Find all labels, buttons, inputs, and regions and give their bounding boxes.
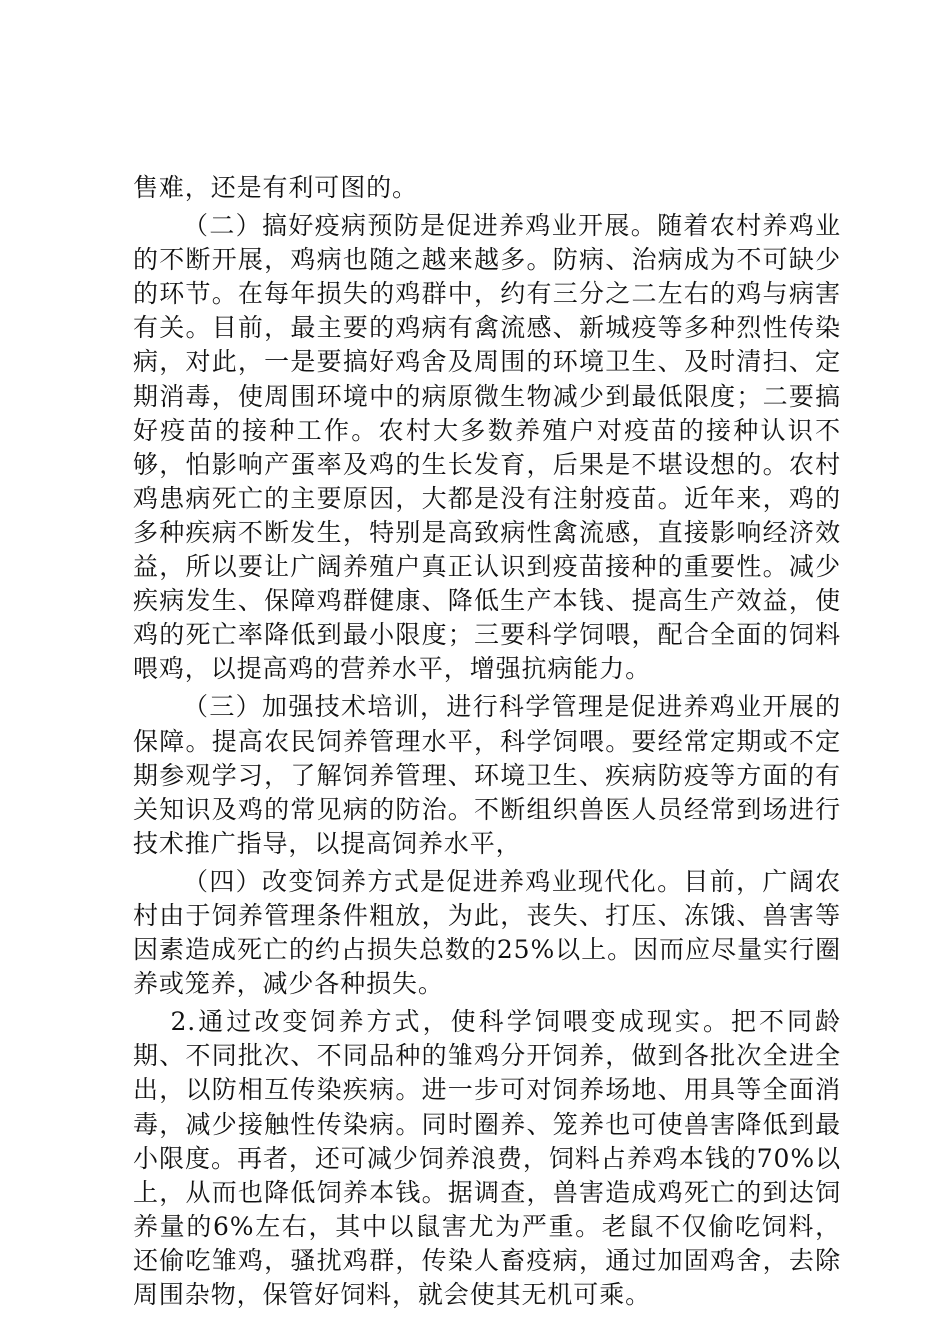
document-body xyxy=(133,171,841,1316)
paragraph-disease-prevention: （二）搞好疫病预防是促进养鸡业开展。随着农村养鸡业的不断开展，鸡病也随之越来越多。防病、治病成为不可缺少的环节。在每年损失的鸡群中，约有三分之二左右的鸡与病害有关。目前，最主要的鸡病有禽流感、新城疫等多种烈性传染病，对此，一是要搞好鸡舍及周围的环境卫生、及时清扫、定期消毒，使周围环境中的病原微生物减少到最低限度；二要搞好疫苗的接种工作。农村大多数养殖户对疫苗的接种认识不够，怕影响产蛋率及鸡的生长发育，后果是不堪设想的。农村鸡患病死亡的主要原因，大都是没有注射疫苗。近年来，鸡的多种疾病不断发生，特别是高致病性禽流感，直接影响经济效益，所以要让广阔养殖户真正认识到疫苗接种的重要性。减少疾病发生、保障鸡群健康、降低生产本钱、提高生产效益，使鸡的死亡率降低到最小限度；三要科学饲喂，配合全面的饲料喂鸡，以提高鸡的营养水平，增强抗病能力。 xyxy=(133,211,841,684)
paragraph-feeding-method: （四）改变饲养方式是促进养鸡业现代化。目前，广阔农村由于饲养管理条件粗放，为此，丧失、打压、冻饿、兽害等因素造成死亡的约占损失总数的25%以上。因而应尽量实行圈养或笼养，减少各种损失。 xyxy=(133,866,841,999)
paragraph-numbered-2: 2.通过改变饲养方式，使科学饲喂变成现实。把不同龄期、不同批次、不同品种的雏鸡分开饲养，做到各批次全进全出，以防相互传染疾病。进一步可对饲养场地、用具等全面消毒，减少接触性传染病。同时圈养、笼养也可使兽害降低到最小限度。再者，还可减少饲养浪费，饲料占养鸡本钱的70%以上，从而也降低饲养本钱。据调查，兽害造成鸡死亡的到达饲养量的6%左右，其中以鼠害尤为严重。老鼠不仅偷吃饲料，还偷吃雏鸡，骚扰鸡群，传染人畜疫病，通过加固鸡舍，去除周围杂物，保管好饲料，就会使其无机可乘。 xyxy=(133,1007,841,1309)
paragraph-technical-training: （三）加强技术培训，进行科学管理是促进养鸡业开展的保障。提高农民饲养管理水平，科学饲喂。要经常定期或不定期参观学习，了解饲养管理、环境卫生、疾病防疫等方面的有关知识及鸡的常见病的防治。不断组织兽医人员经常到场进行技术推广指导，以提高饲养水平， xyxy=(133,692,841,858)
paragraph-continuation: 售难，还是有利可图的。 xyxy=(133,173,418,202)
